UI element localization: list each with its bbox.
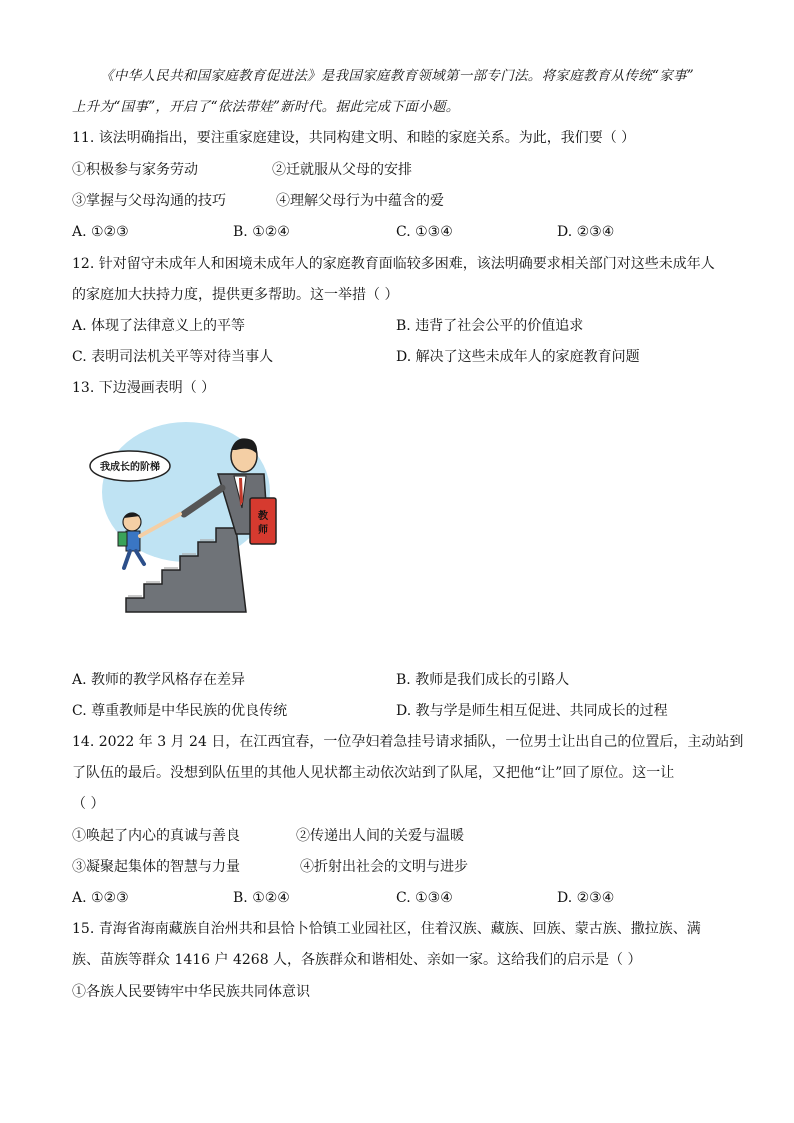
book-label: 教 <box>258 511 268 522</box>
q14-option-d: D. ②③④ <box>557 890 615 906</box>
q12-stem-line-1: 12. 针对留守未成年人和困境未成年人的家庭教育面临较多困难，该法明确要求相关部门对这些未成年人 <box>72 256 715 272</box>
q14-statement-1: ①唤起了内心的真诚与善良 <box>72 828 240 844</box>
student-legs <box>124 551 144 568</box>
intro-line-1: 《中华人民共和国家庭教育促进法》是我国家庭教育领域第一部专门法。将家庭教育从传统“家事” <box>100 68 695 84</box>
intro-line-2: 上升为“国事”，开启了“依法带娃”新时代。据此完成下面小题。 <box>72 99 460 115</box>
q14-stem-line-1: 14. 2022 年 3 月 24 日，在江西宜春，一位孕妇着急挂号请求插队，一位男士让出自己的位置后，主动站到 <box>72 734 744 750</box>
q15-statement-1: ①各族人民要铸牢中华民族共同体意识 <box>72 984 310 1000</box>
q14-statement-2: ②传递出人间的关爱与温暖 <box>296 828 464 844</box>
student-backpack <box>118 532 127 546</box>
book-label-2: 师 <box>258 525 268 536</box>
q14-stem-line-2: 了队伍的最后。没想到队伍里的其他人见状都主动依次站到了队尾，又把他“让”回了原位。这一让 <box>72 765 675 781</box>
speech-bubble-text: 我成长的阶梯 <box>100 462 160 473</box>
q11-option-b: B. ①②④ <box>233 224 290 240</box>
q12-option-c: C. 表明司法机关平等对待当事人 <box>72 349 274 365</box>
q14-option-b: B. ①②④ <box>233 890 290 906</box>
q13-option-b: B. 教师是我们成长的引路人 <box>396 672 570 688</box>
q14-stem-line-3: （ ） <box>72 796 105 812</box>
q12-option-a: A. 体现了法律意义上的平等 <box>72 318 246 334</box>
q11-statement-1: ①积极参与家务劳动 <box>72 162 198 178</box>
q14-statement-4: ④折射出社会的文明与进步 <box>300 859 468 875</box>
q14-option-a: A. ①②③ <box>72 890 129 906</box>
teacher-staircase-cartoon <box>86 416 286 620</box>
q11-option-c: C. ①③④ <box>396 224 453 240</box>
q15-stem-line-2: 族、苗族等群众 1416 户 4268 人，各族群众和谐相处、亲如一家。这给我们的启示是（ ） <box>72 952 642 968</box>
q15-stem-line-1: 15. 青海省海南藏族自治州共和县恰卜恰镇工业园社区，住着汉族、藏族、回族、蒙古族、撒拉族、满 <box>72 921 701 937</box>
q11-option-a: A. ①②③ <box>72 224 129 240</box>
q13-option-d: D. 教与学是师生相互促进、共同成长的过程 <box>396 703 668 719</box>
q14-option-c: C. ①③④ <box>396 890 453 906</box>
q11-statement-3: ③掌握与父母沟通的技巧 <box>72 193 226 209</box>
q12-option-d: D. 解决了这些未成年人的家庭教育问题 <box>396 349 640 365</box>
q11-option-d: D. ②③④ <box>557 224 615 240</box>
q12-stem-line-2: 的家庭加大扶持力度，提供更多帮助。这一举措（ ） <box>72 287 399 303</box>
q11-stem: 11. 该法明确指出，要注重家庭建设，共同构建文明、和睦的家庭关系。为此，我们要（ ） <box>72 130 636 146</box>
q14-statement-3: ③凝聚起集体的智慧与力量 <box>72 859 240 875</box>
q13-option-a: A. 教师的教学风格存在差异 <box>72 672 246 688</box>
q13-stem: 13. 下边漫画表明（ ） <box>72 380 216 396</box>
student-body <box>126 531 140 551</box>
q11-statement-2: ②迁就服从父母的安排 <box>272 162 412 178</box>
q12-option-b: B. 违背了社会公平的价值追求 <box>396 318 584 334</box>
q11-statement-4: ④理解父母行为中蕴含的爱 <box>276 193 444 209</box>
q13-option-c: C. 尊重教师是中华民族的优良传统 <box>72 703 288 719</box>
